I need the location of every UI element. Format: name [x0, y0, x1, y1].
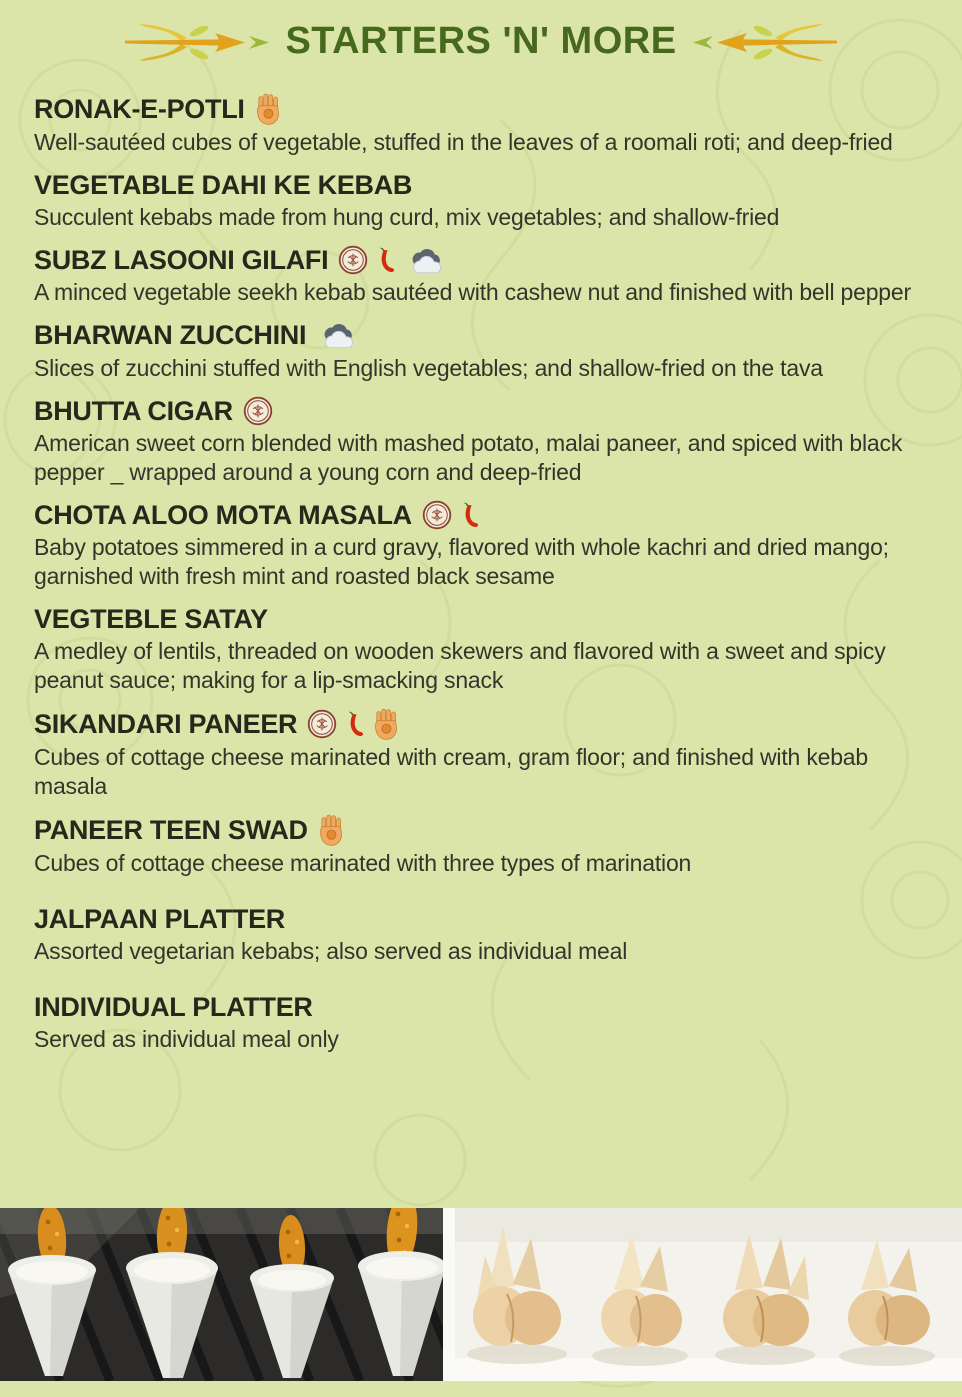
jain-hand-icon — [373, 708, 401, 740]
item-icons — [243, 396, 273, 426]
item-description: Slices of zucchini stuffed with English vegetables; and shallow-fried on the tava — [34, 354, 823, 381]
item-name: SIKANDARI PANEER — [34, 708, 298, 739]
item-name: SUBZ LASOONI GILAFI — [34, 245, 329, 276]
menu-item — [34, 396, 928, 487]
red-chili-icon — [375, 245, 397, 275]
item-icons — [338, 245, 446, 275]
item-name: BHARWAN ZUCCHINI — [34, 320, 307, 351]
item-description: Served as individual meal only — [34, 1026, 339, 1053]
item-description: Cubes of cottage cheese marinated with three types of marination — [34, 850, 692, 877]
menu-item — [34, 708, 928, 801]
round-stamp-icon — [243, 396, 273, 426]
item-icons — [307, 708, 401, 740]
item-icons — [255, 93, 283, 125]
item-description: American sweet corn blended with mashed potato, malai paneer, and spiced with black pepper _ wrapped around a young corn and deep-fried — [34, 429, 903, 485]
round-stamp-icon — [307, 709, 337, 739]
right-arrow-ornament — [689, 21, 839, 63]
item-name: BHUTTA CIGAR — [34, 395, 233, 426]
jain-hand-icon — [255, 93, 283, 125]
menu-item — [34, 814, 928, 878]
fried-potli-photo — [455, 1208, 962, 1381]
red-chili-icon — [459, 500, 481, 530]
cloud-icon — [316, 320, 358, 350]
menu-header — [0, 0, 962, 63]
item-description: Assorted vegetarian kebabs; also served as individual meal — [34, 938, 628, 965]
photo-strip — [0, 1208, 962, 1381]
item-icons — [316, 320, 358, 350]
round-stamp-icon — [422, 500, 452, 530]
menu-list — [0, 63, 962, 1054]
item-description: Succulent kebabs made from hung curd, mix vegetables; and shallow-fried — [34, 204, 780, 231]
item-name: VEGTEBLE SATAY — [34, 603, 268, 634]
item-name: JALPAAN PLATTER — [34, 904, 285, 934]
item-name: PANEER TEEN SWAD — [34, 814, 308, 845]
croquette-cones-photo — [0, 1208, 443, 1381]
menu-item — [34, 170, 928, 232]
menu-item — [34, 500, 928, 591]
photo-divider — [443, 1208, 455, 1381]
jain-hand-icon — [318, 814, 346, 846]
menu-item — [34, 245, 928, 307]
item-icons — [318, 814, 346, 846]
menu-item — [34, 904, 928, 966]
item-description: Cubes of cottage cheese marinated with cream, gram floor; and finished with kebab masala — [34, 744, 868, 800]
menu-item — [34, 992, 928, 1054]
item-description: Well-sautéed cubes of vegetable, stuffed in the leaves of a roomali roti; and deep-fried — [34, 129, 893, 155]
item-description: Baby potatoes simmered in a curd gravy, flavored with whole kachri and dried mango; garnished with fresh mint and roasted black sesame — [34, 533, 889, 589]
red-chili-icon — [344, 709, 366, 739]
section-title: STARTERS 'N' MORE — [285, 20, 677, 62]
item-icons — [422, 500, 481, 530]
round-stamp-icon — [338, 245, 368, 275]
item-name: VEGETABLE DAHI KE KEBAB — [34, 169, 413, 200]
menu-item — [34, 93, 928, 157]
item-name: CHOTA ALOO MOTA MASALA — [34, 499, 412, 530]
menu-item — [34, 320, 928, 382]
item-name: INDIVIDUAL PLATTER — [34, 992, 313, 1023]
left-arrow-ornament — [123, 21, 273, 63]
cloud-icon — [404, 245, 446, 275]
item-name: RONAK-E-POTLI — [34, 93, 245, 124]
item-description: A minced vegetable seekh kebab sautéed with cashew nut and finished with bell pepper — [34, 279, 911, 306]
menu-item — [34, 604, 928, 695]
item-description: A medley of lentils, threaded on wooden skewers and flavored with a sweet and spicy peanut sauce; making for a lip-smacking snack — [34, 638, 886, 694]
